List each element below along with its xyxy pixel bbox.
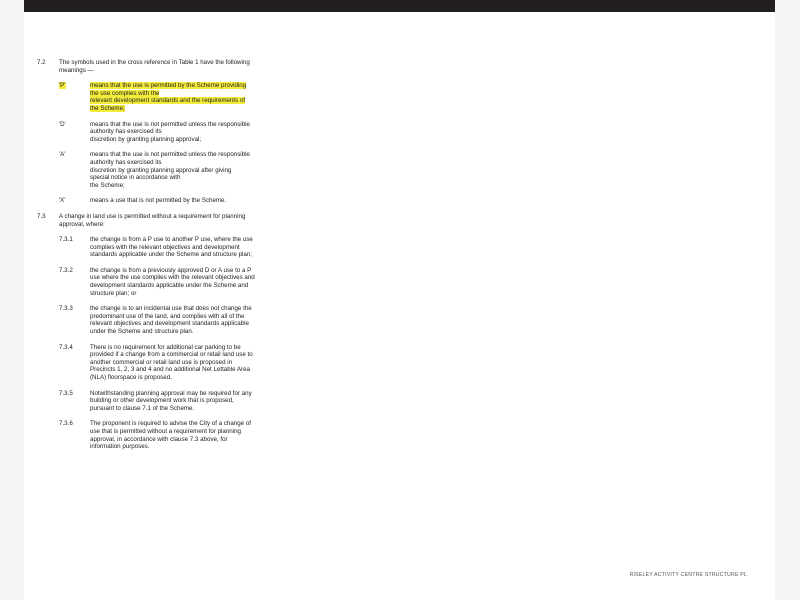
top-bar xyxy=(24,0,775,12)
subclause-number: 7.3.4 xyxy=(59,343,73,351)
subclause-number: 7.3.6 xyxy=(59,420,73,428)
symbol-label: 'D' xyxy=(59,120,66,128)
clause-number: 7.2 xyxy=(37,59,46,66)
subclause-text: the change is from a previously approved D or A use to a P use where the use complies with the relevant objectives and development standards applicable under the Scheme and structure plan; or xyxy=(90,266,255,297)
subclause-7-3-6 xyxy=(59,420,297,450)
subclause-7-3-4 xyxy=(59,344,297,382)
subclause-7-3-3 xyxy=(59,305,297,335)
meaning-line: special notice in accordance with xyxy=(90,174,181,182)
subclause-7-3-2 xyxy=(59,267,297,297)
subclause-text: Notwithstanding planning approval may be required for any building or other development work that is proposed, pursuant to clause 7.1 of the Scheme. xyxy=(90,389,252,412)
page-footer: RISELEY ACTIVITY CENTRE STRUCTURE PL xyxy=(629,572,747,578)
meaning-line: means that the use is not permitted unless the responsible xyxy=(90,151,250,159)
symbol-definition-a xyxy=(59,151,297,189)
meaning-line: means a use that is not permitted by the Scheme. xyxy=(90,197,227,205)
symbol-label: 'A' xyxy=(59,151,66,159)
symbol-meaning xyxy=(90,151,257,189)
symbol-label: 'X' xyxy=(59,197,66,205)
symbol-meaning xyxy=(90,121,257,144)
subclause-number: 7.3.3 xyxy=(59,305,73,313)
clause-intro: The symbols used in the cross reference in Table 1 have the following meanings — xyxy=(59,59,250,74)
subclause-7-3-1 xyxy=(59,236,297,259)
meaning-line: the Scheme; xyxy=(90,181,125,189)
symbol-definition-d xyxy=(59,121,297,144)
clause-intro: A change in land use is permitted without a requirement for planning approval, where: xyxy=(59,212,246,228)
subclause-text: There is no requirement for additional car parking to be provided if a change from a commercial or retail land use to another commercial or retail land use is proposed in Precincts 1, 2, 3 and 4 and no additional Net Lettable Area (NLA) floorspace is proposed. xyxy=(90,343,253,381)
subclause-text: the change is to an incidental use that does not change the predominant use of the land, and complies with all of the relevant objectives and development standards applicable under the Scheme and structure plan. xyxy=(90,305,252,336)
subclause-number: 7.3.2 xyxy=(59,266,73,274)
symbol-label: 'P' xyxy=(59,82,66,90)
subclause-number: 7.3.1 xyxy=(59,236,73,244)
subclause-text: The proponent is required to advise the City of a change of use that is permitted without a requirement for planning approval, in accordance with clause 7.3 above, for information purposes. xyxy=(90,420,251,451)
subclause-number: 7.3.5 xyxy=(59,389,73,397)
highlighted-text: the use complies with the xyxy=(90,89,160,97)
highlighted-text: the Scheme; xyxy=(90,104,125,112)
clause-7-3 xyxy=(37,213,297,228)
symbol-meaning xyxy=(90,197,257,205)
clause-7-2 xyxy=(37,59,297,74)
meaning-line: means that the use is not permitted unless the responsible xyxy=(90,120,250,128)
clause-number: 7.3 xyxy=(37,212,46,220)
subclause-text: the change is from a P use to another P use, where the use complies with the relevant objectives and development standards applicable under the Scheme and structure plan; xyxy=(90,236,253,259)
meaning-line: discretion by granting planning approval; xyxy=(90,135,202,143)
meaning-line: authority has exercised its xyxy=(90,158,162,166)
highlighted-text: means that the use is permitted by the Scheme providing xyxy=(90,82,247,90)
meaning-line: discretion by granting planning approval after giving xyxy=(90,166,232,174)
meaning-line: authority has exercised its xyxy=(90,128,162,136)
symbol-definition-p xyxy=(59,82,297,112)
document-page xyxy=(24,12,775,600)
symbol-definition-x xyxy=(59,197,297,205)
document-body xyxy=(37,59,297,459)
subclause-7-3-5 xyxy=(59,390,297,413)
symbol-meaning xyxy=(90,82,257,112)
highlighted-text: relevant development standards and the requirements of xyxy=(90,97,246,105)
